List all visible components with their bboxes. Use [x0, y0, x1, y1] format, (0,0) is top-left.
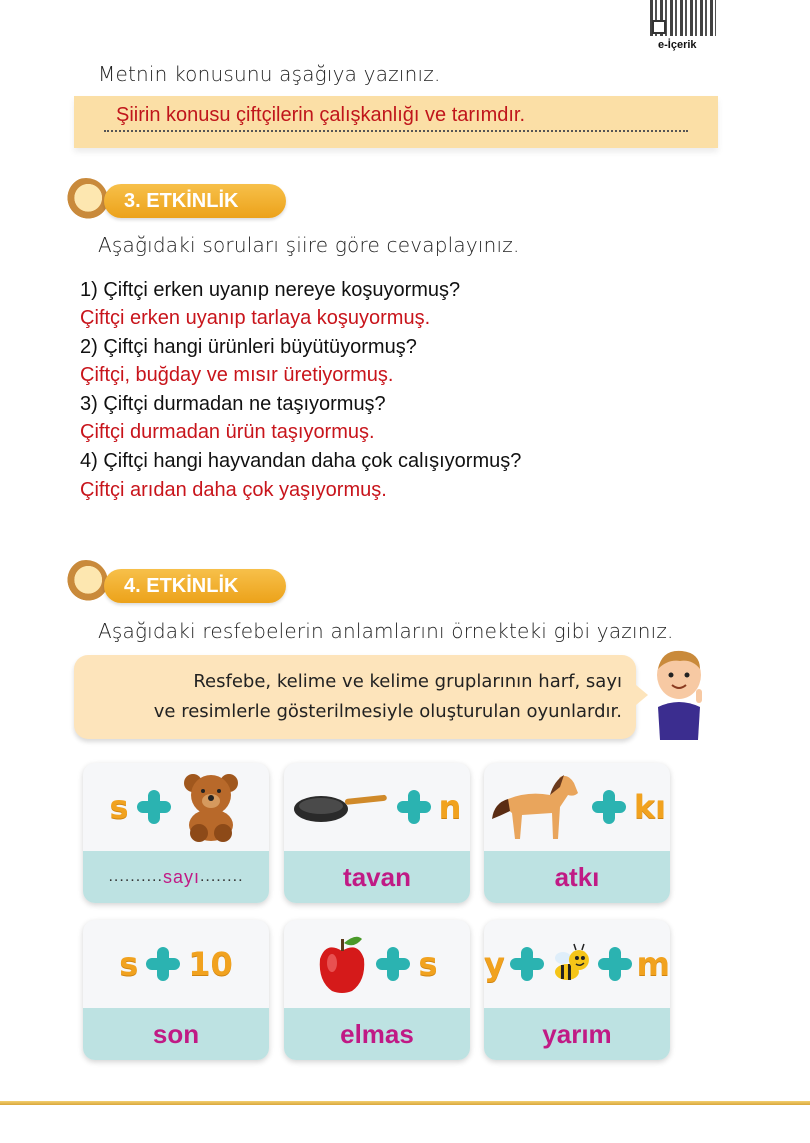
definition-line-2: ve resimlerle gösterilmesiyle oluşturulan oyunlardır.	[153, 701, 622, 722]
topic-answer-band	[74, 96, 718, 148]
rebus-puzzle	[484, 763, 670, 851]
activity-4-instruction: Aşağıdaki resfebelerin anlamlarını örnekteki gibi yazınız.	[98, 619, 674, 643]
dots-left: ..........	[108, 868, 163, 885]
horse-icon	[488, 769, 584, 845]
rebus-answer[interactable]: yarım	[484, 1008, 670, 1060]
example-answer: sayı	[162, 866, 200, 887]
answer-3: Çiftçi durmadan ürün taşıyormuş.	[80, 421, 375, 443]
qr-label: e-İçerik	[658, 39, 697, 51]
apple-icon	[316, 933, 368, 995]
answer-1: Çiftçi erken uyanıp tarlaya koşuyormuş.	[80, 307, 431, 329]
rebus-puzzle	[484, 920, 670, 1008]
rebus-card-1	[83, 763, 269, 903]
rebus-card-2	[284, 763, 470, 903]
rebus-puzzle	[83, 920, 269, 1008]
answer-4: Çiftçi arıdan daha çok yaşıyormuş.	[80, 479, 387, 501]
rebus-puzzle	[284, 763, 470, 851]
activity-3-instruction: Aşağıdaki soruları şiire göre cevaplayınız.	[98, 233, 520, 257]
dots-right: ........	[199, 868, 244, 885]
plus-icon	[376, 947, 410, 981]
rebus-answer[interactable]: tavan	[284, 851, 470, 903]
number-10: 10	[188, 945, 233, 983]
girl-mascot-icon	[64, 560, 108, 604]
topic-answer-text: Şiirin konusu çiftçilerin çalışkanlığı ve tarımdır.	[116, 104, 526, 126]
definition-line-1: Resfebe, kelime ve kelime gruplarının harf, sayı	[193, 671, 622, 692]
rebus-answer[interactable]: elmas	[284, 1008, 470, 1060]
boy-character-icon	[652, 645, 706, 740]
plus-icon	[137, 790, 171, 824]
letter-s: s	[119, 945, 139, 983]
rebus-answer[interactable]: atkı	[484, 851, 670, 903]
qr-code[interactable]	[650, 0, 716, 36]
question-2: 2) Çiftçi hangi ürünleri büyütüyormuş?	[80, 336, 417, 358]
rebus-answer[interactable]	[83, 851, 269, 903]
rebus-puzzle	[284, 920, 470, 1008]
letter-n: n	[438, 788, 462, 826]
letter-y: y	[484, 945, 505, 983]
question-3: 3) Çiftçi durmadan ne taşıyormuş?	[80, 393, 386, 415]
rebus-card-4	[83, 920, 269, 1060]
plus-icon	[397, 790, 431, 824]
rebus-card-6	[484, 920, 670, 1060]
topic-instruction: Metnin konusunu aşağıya yazınız.	[98, 62, 441, 86]
activity-3-badge: 3. ETKİNLİK	[104, 184, 286, 218]
qr-finder	[652, 20, 666, 34]
teddy-bear-icon	[179, 771, 243, 843]
question-1: 1) Çiftçi erken uyanıp nereye koşuyormuş?	[80, 279, 461, 301]
question-4: 4) Çiftçi hangi hayvandan daha çok calışıyormuş?	[80, 450, 522, 472]
plus-icon	[592, 790, 626, 824]
definition-speech-bubble	[74, 655, 636, 739]
frying-pan-icon	[293, 789, 389, 825]
rebus-card-3	[484, 763, 670, 903]
plus-icon	[510, 947, 544, 981]
rebus-card-5	[284, 920, 470, 1060]
letter-s: s	[109, 788, 129, 826]
letter-s: s	[418, 945, 438, 983]
activity-4-badge: 4. ETKİNLİK	[104, 569, 286, 603]
girl-mascot-icon	[64, 178, 108, 222]
plus-icon	[598, 947, 632, 981]
bubble-tail	[636, 685, 648, 705]
answer-2: Çiftçi, buğday ve mısır üretiyormuş.	[80, 364, 394, 386]
definition-text	[74, 667, 622, 727]
rebus-puzzle	[83, 763, 269, 851]
answer-dotted-line	[104, 130, 688, 132]
letters-ki: kı	[633, 788, 667, 826]
letter-m: m	[636, 945, 670, 983]
plus-icon	[146, 947, 180, 981]
rebus-answer[interactable]: son	[83, 1008, 269, 1060]
footer-divider	[0, 1101, 810, 1105]
bee-icon	[549, 942, 593, 986]
